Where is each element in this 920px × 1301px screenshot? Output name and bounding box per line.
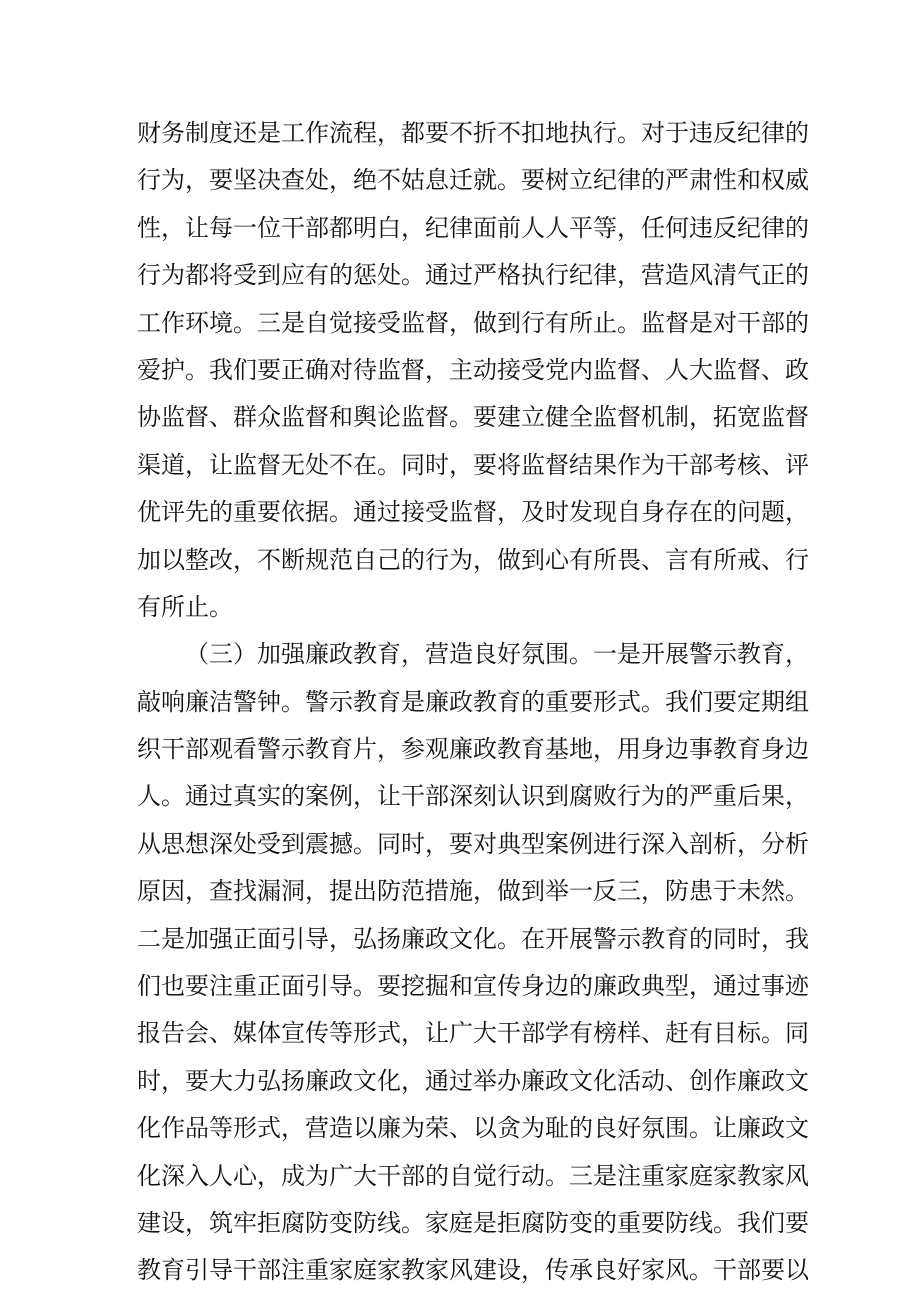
text-line: 原因，查找漏洞，提出防范措施，做到举一反三，防患于未然。 bbox=[137, 877, 809, 906]
text-line: 织干部观看警示教育片，参观廉政教育基地，用身边事教育身边 bbox=[137, 735, 809, 764]
paragraph-discipline-supervision bbox=[137, 110, 809, 631]
text-line: 渠道，让监督无处不在。同时，要将监督结果作为干部考核、评 bbox=[137, 450, 809, 479]
text-line: 行为，要坚决查处，绝不姑息迁就。要树立纪律的严肃性和权威 bbox=[137, 166, 809, 195]
paragraph-integrity-education bbox=[137, 631, 809, 1294]
text-line: 化作品等形式，营造以廉为荣、以贪为耻的良好氛围。让廉政文 bbox=[137, 1114, 809, 1143]
text-line: 财务制度还是工作流程，都要不折不扣地执行。对于违反纪律的 bbox=[137, 119, 809, 147]
text-line: 建设，筑牢拒腐防变防线。家庭是拒腐防变的重要防线。我们要 bbox=[137, 1208, 809, 1237]
text-line: 人。通过真实的案例，让干部深刻认识到腐败行为的严重后果， bbox=[137, 782, 809, 811]
text-line: 优评先的重要依据。通过接受监督，及时发现自身存在的问题， bbox=[137, 498, 809, 527]
section-heading-line: （三）加强廉政教育，营造良好氛围。一是开展警示教育， bbox=[185, 640, 809, 669]
text-line: 行为都将受到应有的惩处。通过严格执行纪律，营造风清气正的 bbox=[137, 261, 809, 290]
text-line: 有所止。 bbox=[137, 592, 233, 621]
document-body bbox=[137, 110, 809, 1295]
text-line: 时，要大力弘扬廉政文化，通过举办廉政文化活动、创作廉政文 bbox=[137, 1066, 809, 1095]
text-line: 报告会、媒体宣传等形式，让广大干部学有榜样、赶有目标。同 bbox=[137, 1019, 809, 1048]
text-line: 教育引导干部注重家庭家教家风建设，传承良好家风。干部要以 bbox=[137, 1256, 809, 1285]
text-line: 敲响廉洁警钟。警示教育是廉政教育的重要形式。我们要定期组 bbox=[137, 687, 809, 716]
text-line: 性，让每一位干部都明白，纪律面前人人平等，任何违反纪律的 bbox=[137, 213, 809, 242]
text-line: 协监督、群众监督和舆论监督。要建立健全监督机制，拓宽监督 bbox=[137, 403, 809, 432]
text-line: 从思想深处受到震撼。同时，要对典型案例进行深入剖析，分析 bbox=[137, 829, 809, 858]
text-line: 们也要注重正面引导。要挖掘和宣传身边的廉政典型，通过事迹 bbox=[137, 972, 809, 1001]
text-line: 加以整改，不断规范自己的行为，做到心有所畏、言有所戒、行 bbox=[137, 545, 809, 574]
text-line: 爱护。我们要正确对待监督，主动接受党内监督、人大监督、政 bbox=[137, 355, 809, 384]
text-line: 二是加强正面引导，弘扬廉政文化。在开展警示教育的同时，我 bbox=[137, 924, 809, 953]
text-line: 工作环境。三是自觉接受监督，做到行有所止。监督是对干部的 bbox=[137, 308, 809, 337]
text-line: 化深入人心，成为广大干部的自觉行动。三是注重家庭家教家风 bbox=[137, 1161, 809, 1190]
